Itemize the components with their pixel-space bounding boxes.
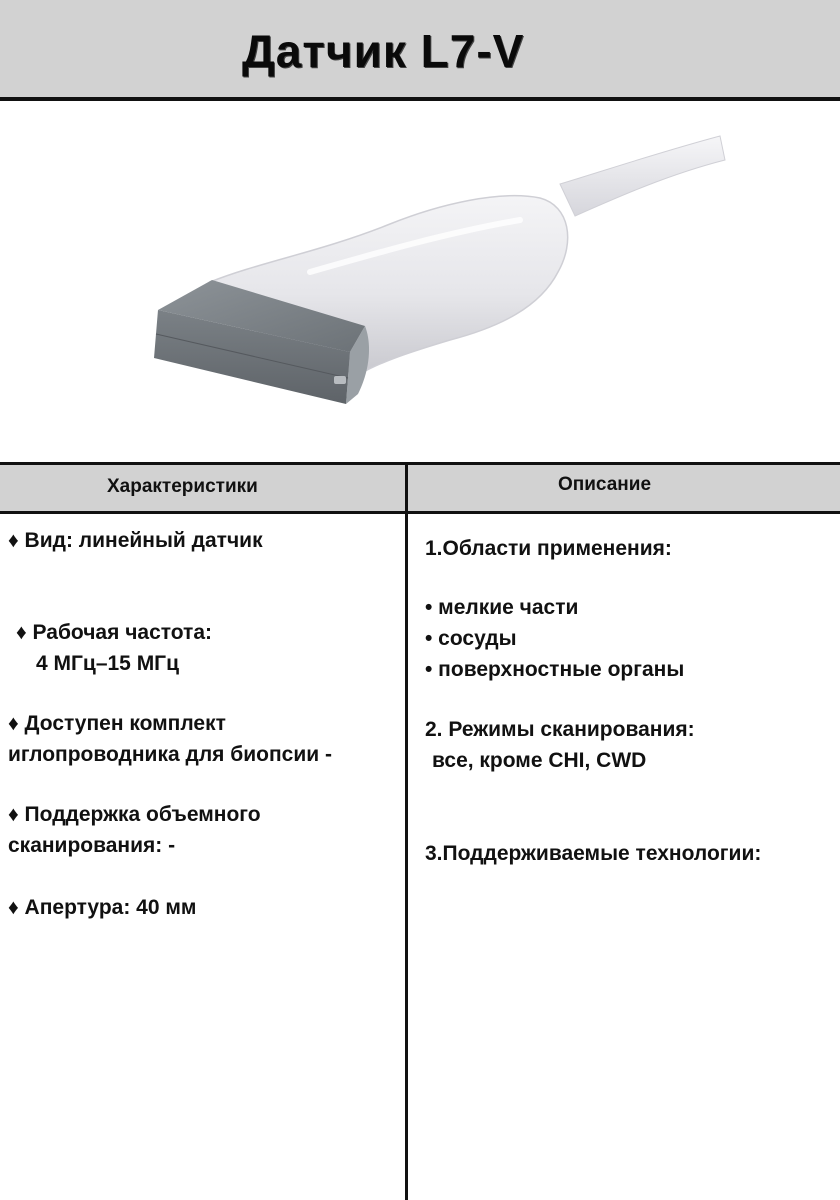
column-divider (405, 462, 408, 1200)
spec-biopsy-line2: иглопроводника для биопсии - (8, 743, 332, 766)
application-item: • мелкие части (425, 596, 579, 619)
spec-frequency-value: 4 МГц–15 МГц (36, 652, 180, 675)
spec-aperture: ♦ Апертура: 40 мм (8, 896, 197, 919)
spec-volume-line1: ♦ Поддержка объемного (8, 803, 261, 826)
probe-image (120, 112, 740, 452)
column-header-characteristics: Характеристики (107, 476, 258, 497)
page-title: Датчик L7-V (242, 25, 525, 77)
spec-biopsy-line1: ♦ Доступен комплект (8, 712, 226, 735)
spec-volume-line2: сканирования: - (8, 834, 176, 857)
scan-modes-value: все, кроме CHI, CWD (432, 749, 647, 772)
spec-type: ♦ Вид: линейный датчик (8, 529, 263, 552)
applications-title: 1.Области применения: (425, 537, 672, 560)
column-header-description: Описание (558, 474, 652, 495)
scan-modes-title: 2. Режимы сканирования: (425, 718, 695, 741)
technologies-title: 3.Поддерживаемые технологии: (425, 842, 762, 865)
spec-frequency-label: ♦ Рабочая частота: (16, 621, 213, 644)
application-item: • сосуды (425, 627, 517, 650)
application-item: • поверхностные органы (425, 658, 685, 681)
